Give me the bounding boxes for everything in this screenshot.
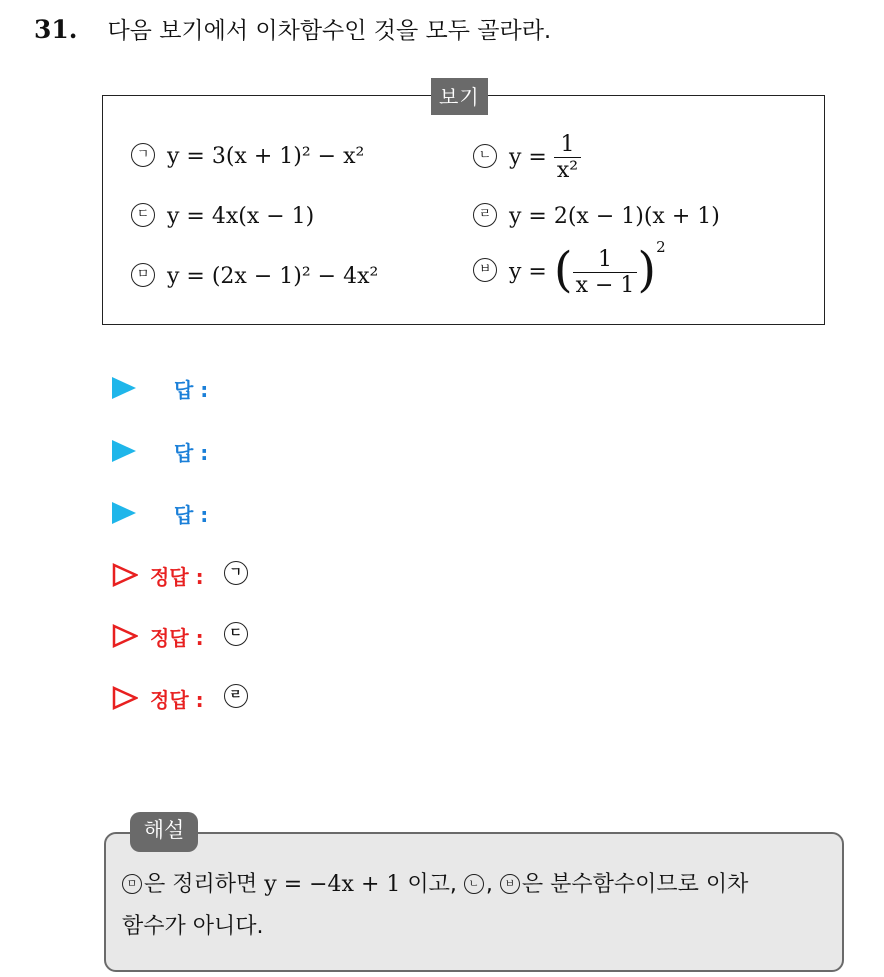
correct-label: 정답 : xyxy=(150,687,204,712)
bogi-label: 보기 xyxy=(431,78,488,115)
outline-triangle-icon xyxy=(112,563,138,587)
fraction-denominator: x − 1 xyxy=(573,272,638,298)
answer-label: 답 : xyxy=(174,440,209,465)
left-paren: ( xyxy=(553,242,573,298)
correct-row-2 xyxy=(112,619,260,653)
circled-mark: ㄹ xyxy=(224,684,248,708)
bogi-expr: y = (2x − 1)² − 4x² xyxy=(167,264,379,289)
bogi-expr-lhs: y = xyxy=(509,145,547,170)
solution-line-1 xyxy=(122,864,828,906)
fraction-denominator: x² xyxy=(554,157,581,183)
answer-row-2 xyxy=(112,434,208,468)
right-paren: ) xyxy=(637,242,657,298)
fraction xyxy=(573,247,638,298)
bogi-item-3 xyxy=(131,204,314,229)
bogi-item-2 xyxy=(473,132,581,183)
bogi-box xyxy=(102,85,825,325)
solution-text xyxy=(122,864,828,948)
circled-mark: ㄴ xyxy=(464,874,484,894)
answer-row-1 xyxy=(112,371,208,405)
circled-mark: ㄴ xyxy=(473,144,497,168)
solution-tab: 해설 xyxy=(130,812,198,852)
circled-mark: ㅂ xyxy=(473,258,497,282)
bogi-item-5 xyxy=(131,264,378,289)
fraction xyxy=(554,132,581,183)
bogi-expr: y = 2(x − 1)(x + 1) xyxy=(509,204,720,229)
answer-row-3 xyxy=(112,496,208,530)
answer-label: 답 : xyxy=(174,502,209,527)
bogi-item-6 xyxy=(473,237,666,300)
answer-label: 답 : xyxy=(174,377,209,402)
correct-row-1 xyxy=(112,558,260,592)
solution-line-2: 함수가 아니다. xyxy=(122,914,264,939)
bogi-expr-lhs: y = xyxy=(509,259,547,285)
circled-mark: ㄷ xyxy=(224,622,248,646)
question-header xyxy=(34,12,551,45)
bogi-item-1 xyxy=(131,144,364,169)
play-triangle-icon xyxy=(112,377,136,399)
circled-mark: ㄱ xyxy=(224,561,248,585)
play-triangle-icon xyxy=(112,502,136,524)
outline-triangle-icon xyxy=(112,686,138,710)
solution-text-part: , xyxy=(485,872,493,897)
solution-box xyxy=(104,832,844,972)
solution-text-part: 이고, xyxy=(407,872,457,897)
solution-text-part: 은 분수함수이므로 이차 xyxy=(521,872,749,897)
circled-mark: ㅂ xyxy=(500,874,520,894)
correct-label: 정답 : xyxy=(150,564,204,589)
circled-mark: ㅁ xyxy=(122,874,142,894)
correct-label: 정답 : xyxy=(150,625,204,650)
circled-mark: ㄱ xyxy=(131,143,155,167)
solution-math: y = −4x + 1 xyxy=(264,872,401,897)
circled-mark: ㄹ xyxy=(473,203,497,227)
correct-row-3 xyxy=(112,681,260,715)
question-number: 31. xyxy=(34,15,78,44)
outline-triangle-icon xyxy=(112,624,138,648)
bogi-expr: y = 3(x + 1)² − x² xyxy=(167,144,365,169)
play-triangle-icon xyxy=(112,440,136,462)
fraction-numerator: 1 xyxy=(560,132,575,157)
circled-mark: ㅁ xyxy=(131,263,155,287)
solution-text-part: 은 정리하면 xyxy=(144,872,258,897)
question-text: 다음 보기에서 이차함수인 것을 모두 골라라. xyxy=(107,18,552,44)
fraction-numerator: 1 xyxy=(598,246,612,272)
bogi-expr: y = 4x(x − 1) xyxy=(167,204,315,229)
exponent: 2 xyxy=(656,237,666,256)
bogi-item-4 xyxy=(473,204,720,229)
circled-mark: ㄷ xyxy=(131,203,155,227)
